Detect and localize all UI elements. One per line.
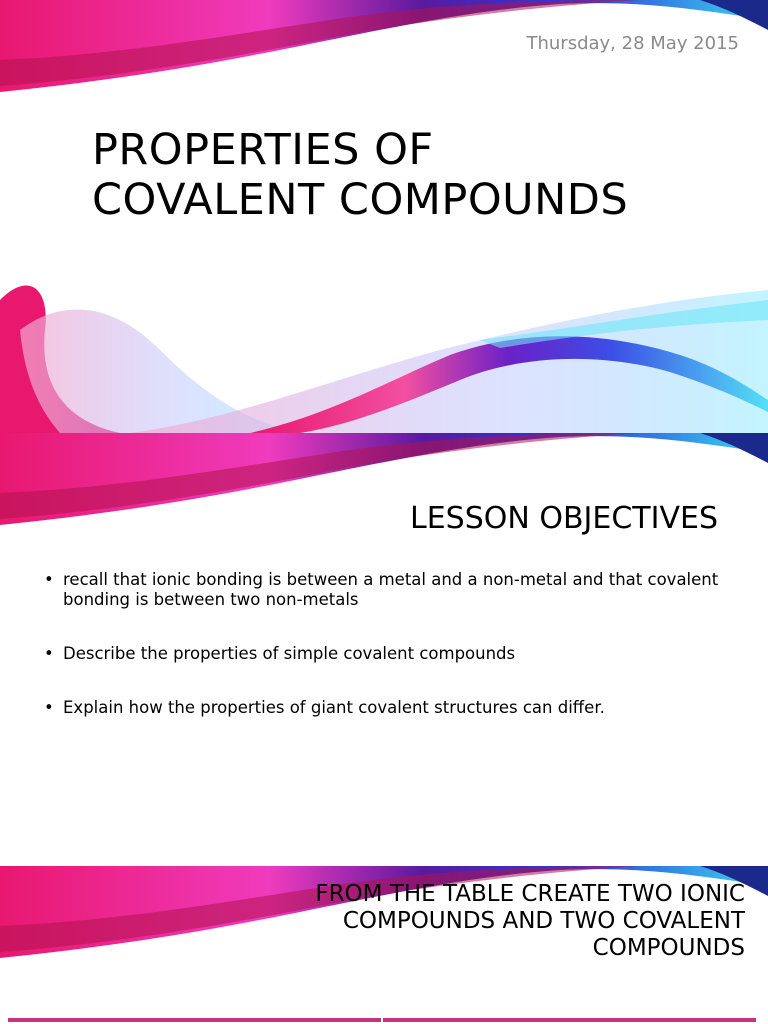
list-item [44, 698, 724, 718]
title-line-2: COVALENT COMPOUNDS [92, 175, 629, 225]
slide-task [0, 866, 768, 1024]
list-item [44, 644, 724, 664]
slide-title [0, 0, 768, 433]
lesson-objectives-heading: LESSON OBJECTIVES [410, 501, 718, 536]
objective-text: recall that ionic bonding is between a metal and a non-metal and that covalent bonding is between two non-metals [63, 570, 719, 609]
bullet-icon: • [44, 644, 54, 663]
table-column-divider [381, 1016, 383, 1024]
slide-date: Thursday, 28 May 2015 [526, 33, 739, 54]
slide-title-heading [92, 125, 712, 225]
list-item [44, 570, 724, 610]
objective-text: Describe the properties of simple covalent compounds [63, 644, 516, 663]
slide-lesson-objectives [0, 433, 768, 866]
bullet-icon: • [44, 570, 54, 589]
bullet-icon: • [44, 698, 54, 717]
task-heading: FROM THE TABLE CREATE TWO IONIC COMPOUNDS AND TWO COVALENT COMPOUNDS [315, 881, 745, 961]
title-line-1: PROPERTIES OF [92, 125, 434, 175]
objective-text: Explain how the properties of giant covalent structures can differ. [63, 698, 605, 717]
objectives-list [44, 570, 724, 752]
